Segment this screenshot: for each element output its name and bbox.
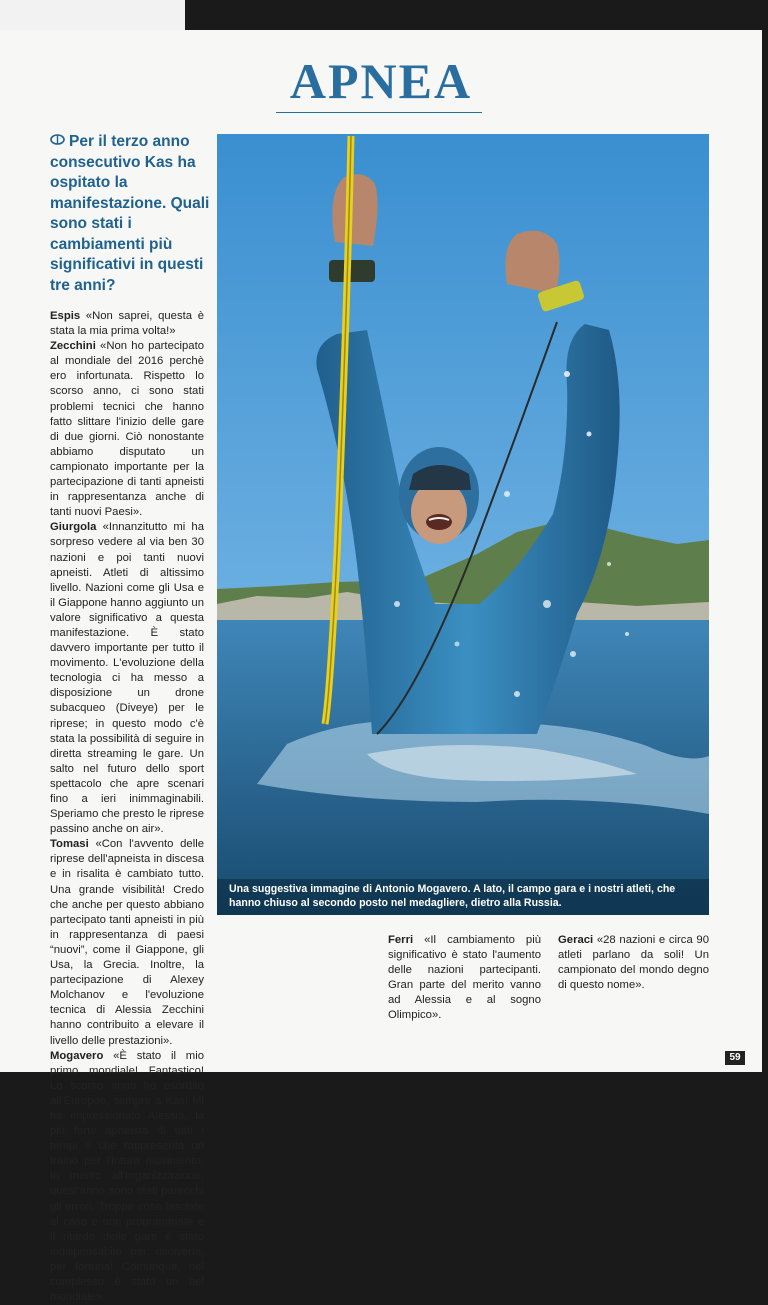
answer-text: «È stato il mio primo mondiale! Fantastico! Lo scorso anno ho esordito all'Europeo, sempre a Kas! Mi ha impressionato Alessia, la più forte apneista di tutti i tempi e che rappresenta un traino per l'intero movimento. In merito all'organizzazione, quest'anno sono stati parecchi gli errori. Troppe cose lasciate al caso e non programmate e il ritardo delle gare è stato indispensabile per risolverle, per fortuna! Comunque, nel complesso è stato un bel mondiale». [50,1049,204,1304]
speaker-name: Tomasi [50,838,89,851]
page-number: 59 [725,1051,745,1065]
text-column-3 [388,933,541,1024]
speaker-name: Mogavero [50,1049,104,1062]
interview-question [50,132,210,296]
title-underline [276,112,482,113]
text-column-4 [558,933,709,993]
answer-ferri [388,933,541,1024]
answer-text: «Con l'avvento delle riprese dell'apneista in discesa e in risalita è cambiato tutto. Una grande visibilità! Credo che anche per questo abbiano partecipato tanti apneisti in più in rappresentanza di paesi “nuovi”, come il Giappone, gli Usa, la Grecia. Inoltre, la partecipazione di Alexey Molchanov e l'evoluzione tecnica di Alessia Zecchini hanno contribuito a elevare il livello delle prestazioni». [50,838,204,1047]
answer-text: «Innanzitutto mi ha sorpreso vedere al via ben 30 nazioni e poi tanti nuovi apneisti. Atleti di altissimo livello. Nazioni come gli Usa e il Giappone hanno aggiunto un valore significativo a questa manifestazione. È stato davvero importante per tutto il movimento. L'evoluzione della tecnologia ci ha messo a disposizione un drone subacqueo (Diveye) per le riprese; in questo modo c'è stata la possibilità di seguire in diretta streaming le gare. Un salto nel futuro dello sport spettacolo che apre scenari fino a ieri inimmaginabili. Speriamo che presto le riprese passino anche on air». [50,521,204,836]
photo-caption: Una suggestiva immagine di Antonio Mogavero. A lato, il campo gara e i nostri atleti, che hanno chiuso al secondo posto nel medagliere, dietro alla Russia. [217,879,709,915]
speaker-name: Ferri [388,934,414,946]
answer-giurgola [50,520,204,837]
answer-text: «Non saprei, questa è stata la mia prima volta!» [50,310,204,338]
answer-text: «Il cambiamento più significativo è stato l'aumento delle nazioni partecipanti. Gran parte del merito vanno ad Alessia e al sogno Olimpico». [388,934,541,1022]
question-text: Per il terzo anno consecutivo Kas ha ospitato la manifestazione. Quali sono stati i cambiamenti più significativi in questi tre anni? [50,133,210,294]
answer-tomasi [50,837,204,1048]
speaker-name: Espis [50,310,81,322]
answer-text: «Non ho partecipato al mondiale del 2016 perchè ero infortunata. Rispetto lo scorso anno, ci sono stati problemi tecnici che hanno fatto slittare l'inizio delle gare di due giorni. Ciò nonostante abbiamo disputato un campionato importante per la partecipazione di tanti apneisti in rappresentanza anche di tanti nuovi Paesi». [50,340,204,519]
freediver-photo-illustration [217,134,709,915]
text-column-1 [50,309,204,1305]
answer-espis [50,309,204,339]
feature-photo [217,134,709,915]
speaker-name: Zecchini [50,340,96,353]
speaker-name: Geraci [558,934,594,946]
magazine-page [0,30,762,1304]
answer-zecchini [50,339,204,520]
speaker-name: Giurgola [50,521,97,534]
section-title: APNEA [289,53,473,109]
top-strip [0,0,185,30]
answer-text: «28 nazioni e circa 90 atleti parlano da soli! Un campionato del mondo degno di questo nome». [558,934,709,992]
answer-mogavero [50,1049,204,1305]
diver-mask-icon [50,134,65,145]
answer-geraci [558,933,709,993]
